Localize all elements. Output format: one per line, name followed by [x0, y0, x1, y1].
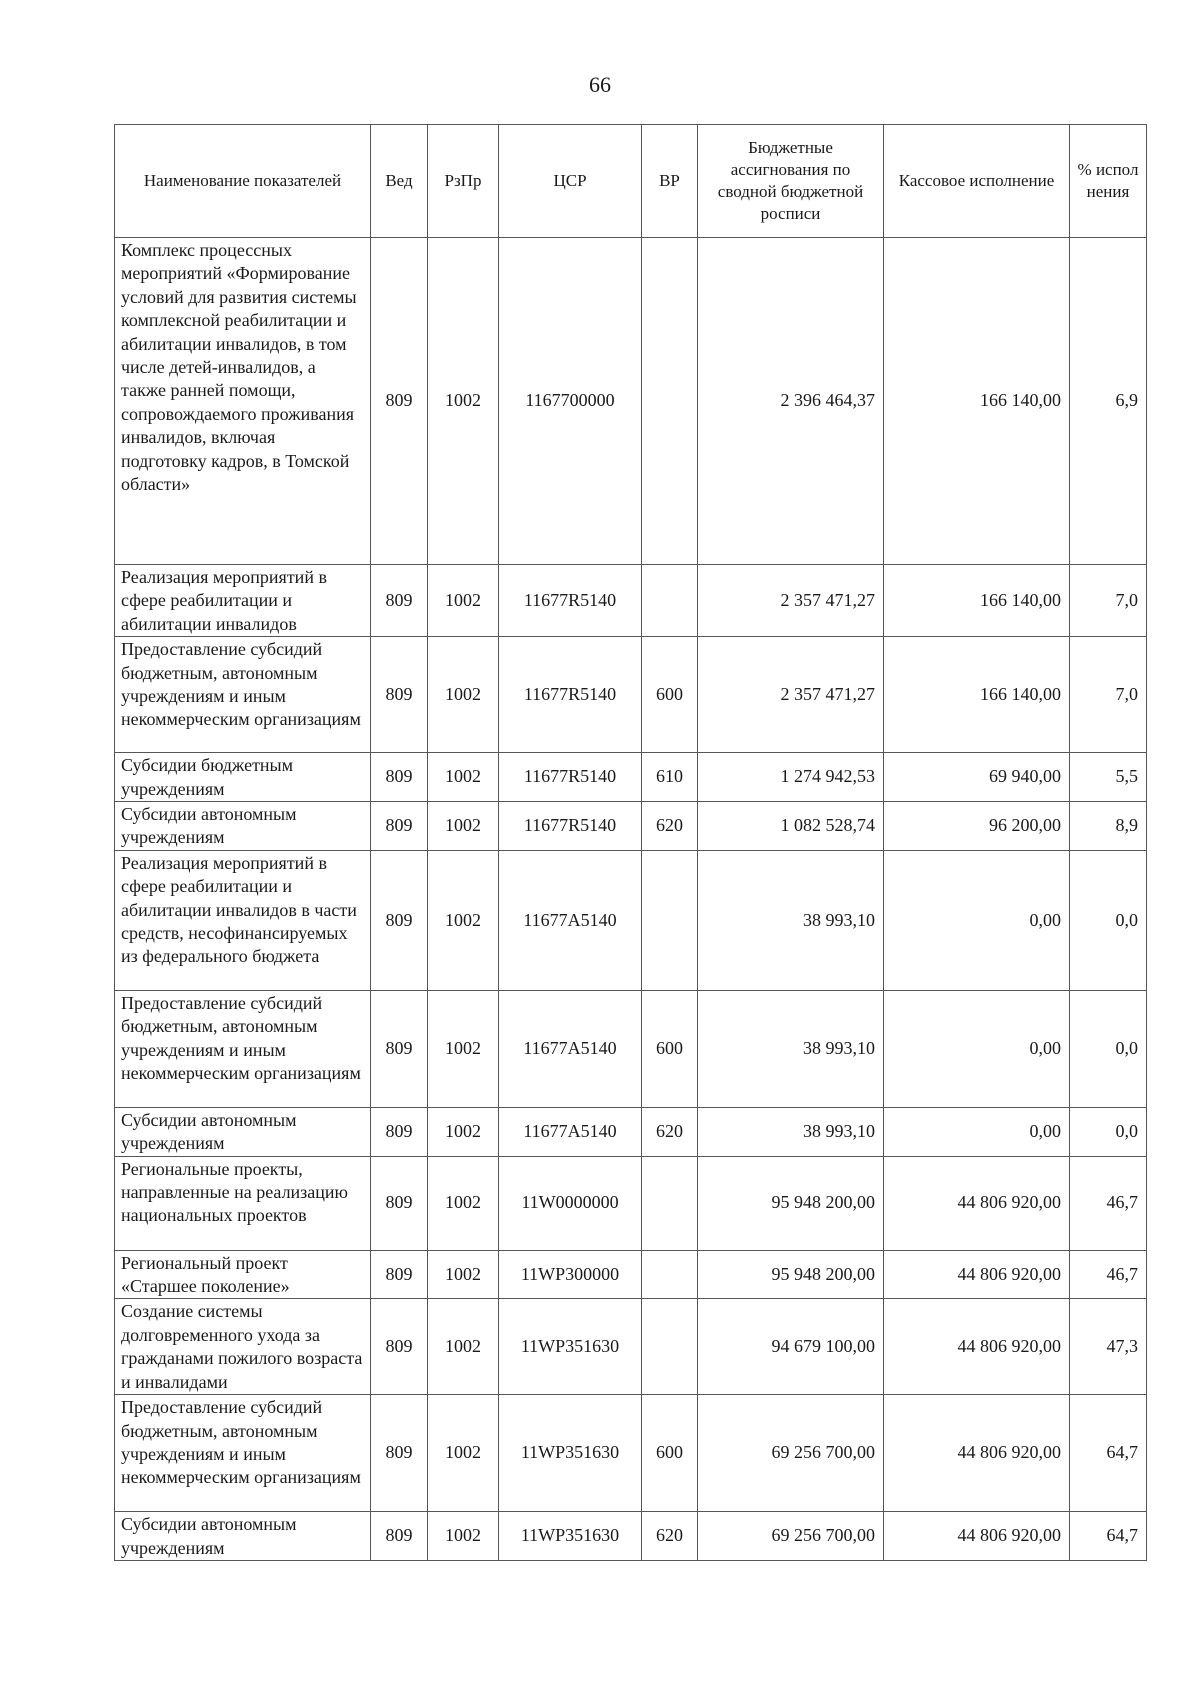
cell-name: Реализация мероприятий в сфере реабилитации и абилитации инвалидов в части средств, несофинансируемых из федерального бюджета — [115, 850, 371, 990]
header-vr: ВР — [642, 125, 698, 238]
cell-name: Субсидии автономным учреждениям — [115, 1107, 371, 1156]
cell-pct: 6,9 — [1070, 238, 1147, 565]
cell-csr: 11677R5140 — [499, 802, 642, 851]
cell-ved: 809 — [371, 637, 428, 753]
cell-vr — [642, 1156, 698, 1250]
cell-ved: 809 — [371, 238, 428, 565]
cell-plan: 2 357 471,27 — [698, 565, 884, 637]
table-row — [115, 1107, 1147, 1156]
cell-pct: 0,0 — [1070, 1107, 1147, 1156]
cell-exec: 166 140,00 — [884, 238, 1070, 565]
cell-rzpr: 1002 — [428, 802, 499, 851]
cell-exec: 44 806 920,00 — [884, 1395, 1070, 1512]
cell-ved: 809 — [371, 1299, 428, 1395]
header-exec: Кассовое исполнение — [884, 125, 1070, 238]
cell-csr: 11677R5140 — [499, 753, 642, 802]
cell-csr: 11677R5140 — [499, 637, 642, 753]
cell-name: Предоставление субсидий бюджетным, автономным учреждениям и иным некоммерческим организациям — [115, 1395, 371, 1512]
cell-vr: 620 — [642, 802, 698, 851]
header-name: Наименование показателей — [115, 125, 371, 238]
header-row — [115, 125, 1147, 238]
cell-ved: 809 — [371, 1107, 428, 1156]
cell-csr: 11WP351630 — [499, 1299, 642, 1395]
cell-rzpr: 1002 — [428, 1395, 499, 1512]
cell-exec: 0,00 — [884, 1107, 1070, 1156]
cell-exec: 166 140,00 — [884, 565, 1070, 637]
table-row — [115, 238, 1147, 565]
cell-rzpr: 1002 — [428, 990, 499, 1107]
cell-exec: 96 200,00 — [884, 802, 1070, 851]
cell-plan: 2 357 471,27 — [698, 637, 884, 753]
table-row — [115, 802, 1147, 851]
header-rzpr: РзПр — [428, 125, 499, 238]
cell-name: Субсидии бюджетным учреждениям — [115, 753, 371, 802]
cell-exec: 166 140,00 — [884, 637, 1070, 753]
cell-plan: 69 256 700,00 — [698, 1395, 884, 1512]
page-number: 66 — [589, 72, 611, 97]
cell-rzpr: 1002 — [428, 1107, 499, 1156]
cell-csr: 11677R5140 — [499, 565, 642, 637]
cell-plan: 69 256 700,00 — [698, 1512, 884, 1561]
cell-vr — [642, 565, 698, 637]
cell-rzpr: 1002 — [428, 1156, 499, 1250]
cell-vr: 620 — [642, 1107, 698, 1156]
cell-csr: 11677А5140 — [499, 990, 642, 1107]
cell-rzpr: 1002 — [428, 1512, 499, 1561]
cell-exec: 0,00 — [884, 990, 1070, 1107]
table-row — [115, 1512, 1147, 1561]
cell-rzpr: 1002 — [428, 637, 499, 753]
cell-vr: 600 — [642, 637, 698, 753]
cell-pct: 5,5 — [1070, 753, 1147, 802]
cell-exec: 44 806 920,00 — [884, 1156, 1070, 1250]
cell-name: Реализация мероприятий в сфере реабилитации и абилитации инвалидов — [115, 565, 371, 637]
table-row — [115, 1250, 1147, 1299]
header-pct: % испол нения — [1070, 125, 1147, 238]
cell-ved: 809 — [371, 850, 428, 990]
cell-csr: 11677А5140 — [499, 1107, 642, 1156]
cell-plan: 94 679 100,00 — [698, 1299, 884, 1395]
cell-vr — [642, 850, 698, 990]
cell-pct: 8,9 — [1070, 802, 1147, 851]
cell-name: Комплекс процессных мероприятий «Формирование условий для развития системы комплексной реабилитации и абилитации инвалидов, в том числе детей-инвалидов, а также ранней помощи, сопровождаемого проживания инвалидов, включая подготовку кадров, в Томской области» — [115, 238, 371, 565]
table-row — [115, 1299, 1147, 1395]
cell-ved: 809 — [371, 802, 428, 851]
cell-vr: 610 — [642, 753, 698, 802]
cell-vr: 620 — [642, 1512, 698, 1561]
cell-plan: 38 993,10 — [698, 990, 884, 1107]
cell-exec: 44 806 920,00 — [884, 1250, 1070, 1299]
cell-pct: 0,0 — [1070, 990, 1147, 1107]
cell-ved: 809 — [371, 1512, 428, 1561]
cell-plan: 95 948 200,00 — [698, 1156, 884, 1250]
table-row — [115, 565, 1147, 637]
table-row — [115, 1156, 1147, 1250]
cell-pct: 7,0 — [1070, 637, 1147, 753]
cell-ved: 809 — [371, 1250, 428, 1299]
cell-csr: 11WP351630 — [499, 1512, 642, 1561]
header-ved: Вед — [371, 125, 428, 238]
cell-rzpr: 1002 — [428, 1250, 499, 1299]
cell-pct: 7,0 — [1070, 565, 1147, 637]
budget-table — [114, 124, 1147, 1561]
cell-pct: 46,7 — [1070, 1250, 1147, 1299]
cell-vr: 600 — [642, 990, 698, 1107]
table-row — [115, 753, 1147, 802]
cell-vr — [642, 238, 698, 565]
cell-exec: 44 806 920,00 — [884, 1512, 1070, 1561]
cell-ved: 809 — [371, 1395, 428, 1512]
cell-plan: 2 396 464,37 — [698, 238, 884, 565]
cell-csr: 11WP300000 — [499, 1250, 642, 1299]
cell-exec: 69 940,00 — [884, 753, 1070, 802]
cell-pct: 46,7 — [1070, 1156, 1147, 1250]
cell-ved: 809 — [371, 565, 428, 637]
cell-vr — [642, 1299, 698, 1395]
cell-rzpr: 1002 — [428, 1299, 499, 1395]
cell-plan: 1 274 942,53 — [698, 753, 884, 802]
cell-plan: 38 993,10 — [698, 1107, 884, 1156]
cell-pct: 64,7 — [1070, 1395, 1147, 1512]
cell-csr: 11677А5140 — [499, 850, 642, 990]
cell-name: Создание системы долговременного ухода за гражданами пожилого возраста и инвалидами — [115, 1299, 371, 1395]
cell-ved: 809 — [371, 753, 428, 802]
table-row — [115, 1395, 1147, 1512]
cell-csr: 11WP351630 — [499, 1395, 642, 1512]
cell-vr — [642, 1250, 698, 1299]
cell-pct: 47,3 — [1070, 1299, 1147, 1395]
cell-name: Субсидии автономным учреждениям — [115, 802, 371, 851]
cell-plan: 38 993,10 — [698, 850, 884, 990]
cell-ved: 809 — [371, 990, 428, 1107]
table-row — [115, 990, 1147, 1107]
cell-name: Региональный проект «Старшее поколение» — [115, 1250, 371, 1299]
cell-exec: 0,00 — [884, 850, 1070, 990]
cell-name: Региональные проекты, направленные на реализацию национальных проектов — [115, 1156, 371, 1250]
header-plan: Бюджетные ассигнования по сводной бюджетной росписи — [698, 125, 884, 238]
cell-name: Предоставление субсидий бюджетным, автономным учреждениям и иным некоммерческим организациям — [115, 637, 371, 753]
table-row — [115, 850, 1147, 990]
table-row — [115, 637, 1147, 753]
cell-name: Субсидии автономным учреждениям — [115, 1512, 371, 1561]
cell-vr: 600 — [642, 1395, 698, 1512]
header-csr: ЦСР — [499, 125, 642, 238]
cell-ved: 809 — [371, 1156, 428, 1250]
cell-rzpr: 1002 — [428, 238, 499, 565]
cell-rzpr: 1002 — [428, 850, 499, 990]
cell-csr: 11W0000000 — [499, 1156, 642, 1250]
cell-pct: 64,7 — [1070, 1512, 1147, 1561]
cell-plan: 95 948 200,00 — [698, 1250, 884, 1299]
cell-exec: 44 806 920,00 — [884, 1299, 1070, 1395]
cell-name: Предоставление субсидий бюджетным, автономным учреждениям и иным некоммерческим организациям — [115, 990, 371, 1107]
cell-rzpr: 1002 — [428, 753, 499, 802]
cell-csr: 1167700000 — [499, 238, 642, 565]
cell-plan: 1 082 528,74 — [698, 802, 884, 851]
cell-pct: 0,0 — [1070, 850, 1147, 990]
cell-rzpr: 1002 — [428, 565, 499, 637]
